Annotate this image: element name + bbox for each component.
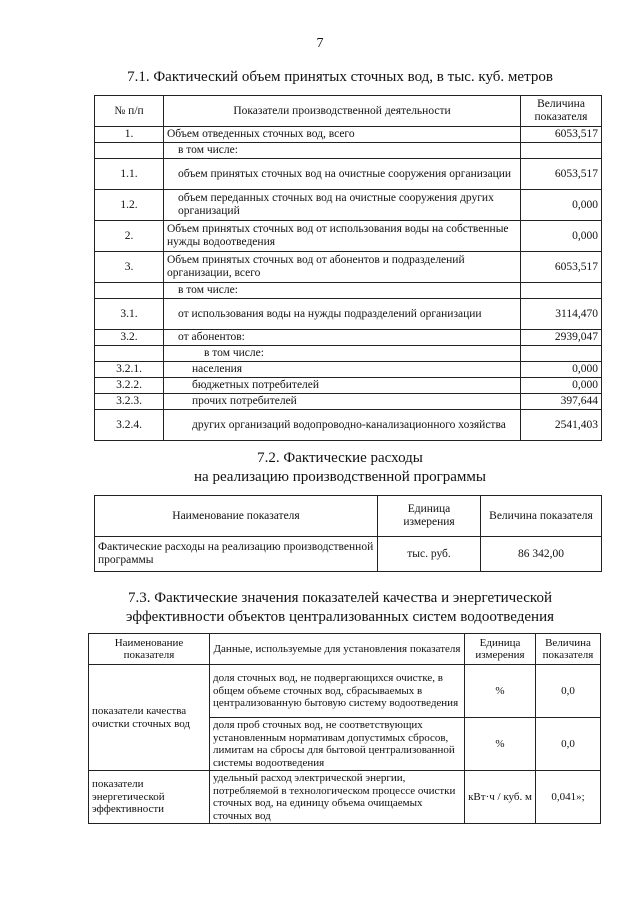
row-value: 2939,047 [521, 330, 602, 346]
row-value: 2541,403 [521, 410, 602, 441]
group-label-quality: показатели качества очистки сточных вод [89, 665, 210, 771]
row-num: 3.2. [95, 330, 164, 346]
header-indicator-name: Наименование показателя [89, 634, 210, 665]
row-unit: % [465, 718, 536, 771]
row-value [521, 346, 602, 362]
row-label: Объем отведенных сточных вод, всего [164, 127, 521, 143]
table-row [95, 190, 602, 221]
table-row [95, 378, 602, 394]
row-num: 1. [95, 127, 164, 143]
section-7-1-title: 7.1. Фактический объем принятых сточных вод, в тыс. куб. метров [127, 69, 553, 85]
row-data: доля проб сточных вод, не соответствующих установленным нормативам допустимых сбросов, лимитам на сбросы для бытовой централизованной системы водоотведения [210, 718, 465, 771]
table-row [95, 410, 602, 441]
row-label: других организаций водопроводно-канализационного хозяйства [164, 410, 521, 441]
row-label: в том числе: [164, 283, 521, 299]
header-data: Данные, используемые для установления показателя [210, 634, 465, 665]
table-row [95, 362, 602, 378]
row-unit: кВт·ч / куб. м [465, 771, 536, 824]
header-value: Величина показателя [481, 496, 602, 537]
row-label: в том числе: [164, 143, 521, 159]
header-num: № п/п [95, 96, 164, 127]
row-value: 397,644 [521, 394, 602, 410]
quality-efficiency-table [88, 633, 601, 824]
section-7-2-title [80, 449, 600, 487]
row-unit: % [465, 665, 536, 718]
group-label-energy: показатели энергетической эффективности [89, 771, 210, 824]
section-7-3-title-line1: 7.3. Фактические значения показателей качества и энергетической [128, 590, 552, 606]
header-unit: Единица измерения [378, 496, 481, 537]
table-row [89, 771, 601, 824]
row-num: 3.2.4. [95, 410, 164, 441]
row-num: 3.1. [95, 299, 164, 330]
row-num: 2. [95, 221, 164, 252]
row-label: от использования воды на нужды подразделений организации [164, 299, 521, 330]
table-row [95, 283, 602, 299]
section-7-3-title [60, 589, 620, 627]
header-indicator-name: Наименование показателя [95, 496, 378, 537]
row-value: 6053,517 [521, 252, 602, 283]
row-label: Объем принятых сточных вод от абонентов и подразделений организации, всего [164, 252, 521, 283]
row-value [521, 283, 602, 299]
row-value: 0,041»; [536, 771, 601, 824]
row-num: 3. [95, 252, 164, 283]
row-data: удельный расход электрической энергии, потребляемой в технологическом процессе очистки сточных вод, на единицу объема очищаемых сточных вод [210, 771, 465, 824]
row-label: Объем принятых сточных вод от использования воды на собственные нужды водоотведения [164, 221, 521, 252]
row-label: прочих потребителей [164, 394, 521, 410]
table-row [95, 346, 602, 362]
row-num [95, 346, 164, 362]
row-value: 0,000 [521, 190, 602, 221]
row-data: доля сточных вод, не подвергающихся очистке, в общем объеме сточных вод, сбрасываемых в централизованную бытовую систему водоотведения [210, 665, 465, 718]
row-label: населения [164, 362, 521, 378]
row-value: 0,000 [521, 378, 602, 394]
row-unit: тыс. руб. [378, 537, 481, 572]
row-num: 1.1. [95, 159, 164, 190]
row-value: 6053,517 [521, 127, 602, 143]
row-value: 0,0 [536, 718, 601, 771]
table-row [95, 299, 602, 330]
accepted-wastewater-table [94, 95, 602, 441]
table-row [95, 159, 602, 190]
page-number: 7 [316, 36, 324, 51]
row-value [521, 143, 602, 159]
row-value: 3114,470 [521, 299, 602, 330]
table-header-row [89, 634, 601, 665]
row-num: 3.2.3. [95, 394, 164, 410]
row-value: 0,0 [536, 665, 601, 718]
table-row [95, 221, 602, 252]
row-num: 3.2.2. [95, 378, 164, 394]
row-value: 86 342,00 [481, 537, 602, 572]
row-num: 3.2.1. [95, 362, 164, 378]
table-row [95, 252, 602, 283]
row-label: объем переданных сточных вод на очистные сооружения других организаций [164, 190, 521, 221]
table-row [95, 330, 602, 346]
section-7-3-title-line2: эффективности объектов централизованных систем водоотведения [125, 609, 554, 625]
header-indicators: Показатели производственной деятельности [164, 96, 521, 127]
table-row [95, 394, 602, 410]
table-row [89, 665, 601, 718]
table-header-row [95, 496, 602, 537]
table-row [95, 537, 602, 572]
section-7-2-title-line1: 7.2. Фактические расходы [257, 450, 423, 466]
table-row [95, 143, 602, 159]
header-value: Величина показателя [536, 634, 601, 665]
section-7-2-title-line2: на реализацию производственной программы [194, 469, 486, 485]
row-value: 6053,517 [521, 159, 602, 190]
row-label: в том числе: [164, 346, 521, 362]
row-label: объем принятых сточных вод на очистные сооружения организации [164, 159, 521, 190]
row-num: 1.2. [95, 190, 164, 221]
row-label: бюджетных потребителей [164, 378, 521, 394]
row-value: 0,000 [521, 221, 602, 252]
row-label: от абонентов: [164, 330, 521, 346]
header-value: Величина показателя [521, 96, 602, 127]
table-row [95, 127, 602, 143]
header-unit: Единица измерения [465, 634, 536, 665]
row-label: Фактические расходы на реализацию производственной программы [95, 537, 378, 572]
actual-expenses-table [94, 495, 602, 572]
row-num [95, 143, 164, 159]
row-num [95, 283, 164, 299]
table-header-row [95, 96, 602, 127]
row-value: 0,000 [521, 362, 602, 378]
